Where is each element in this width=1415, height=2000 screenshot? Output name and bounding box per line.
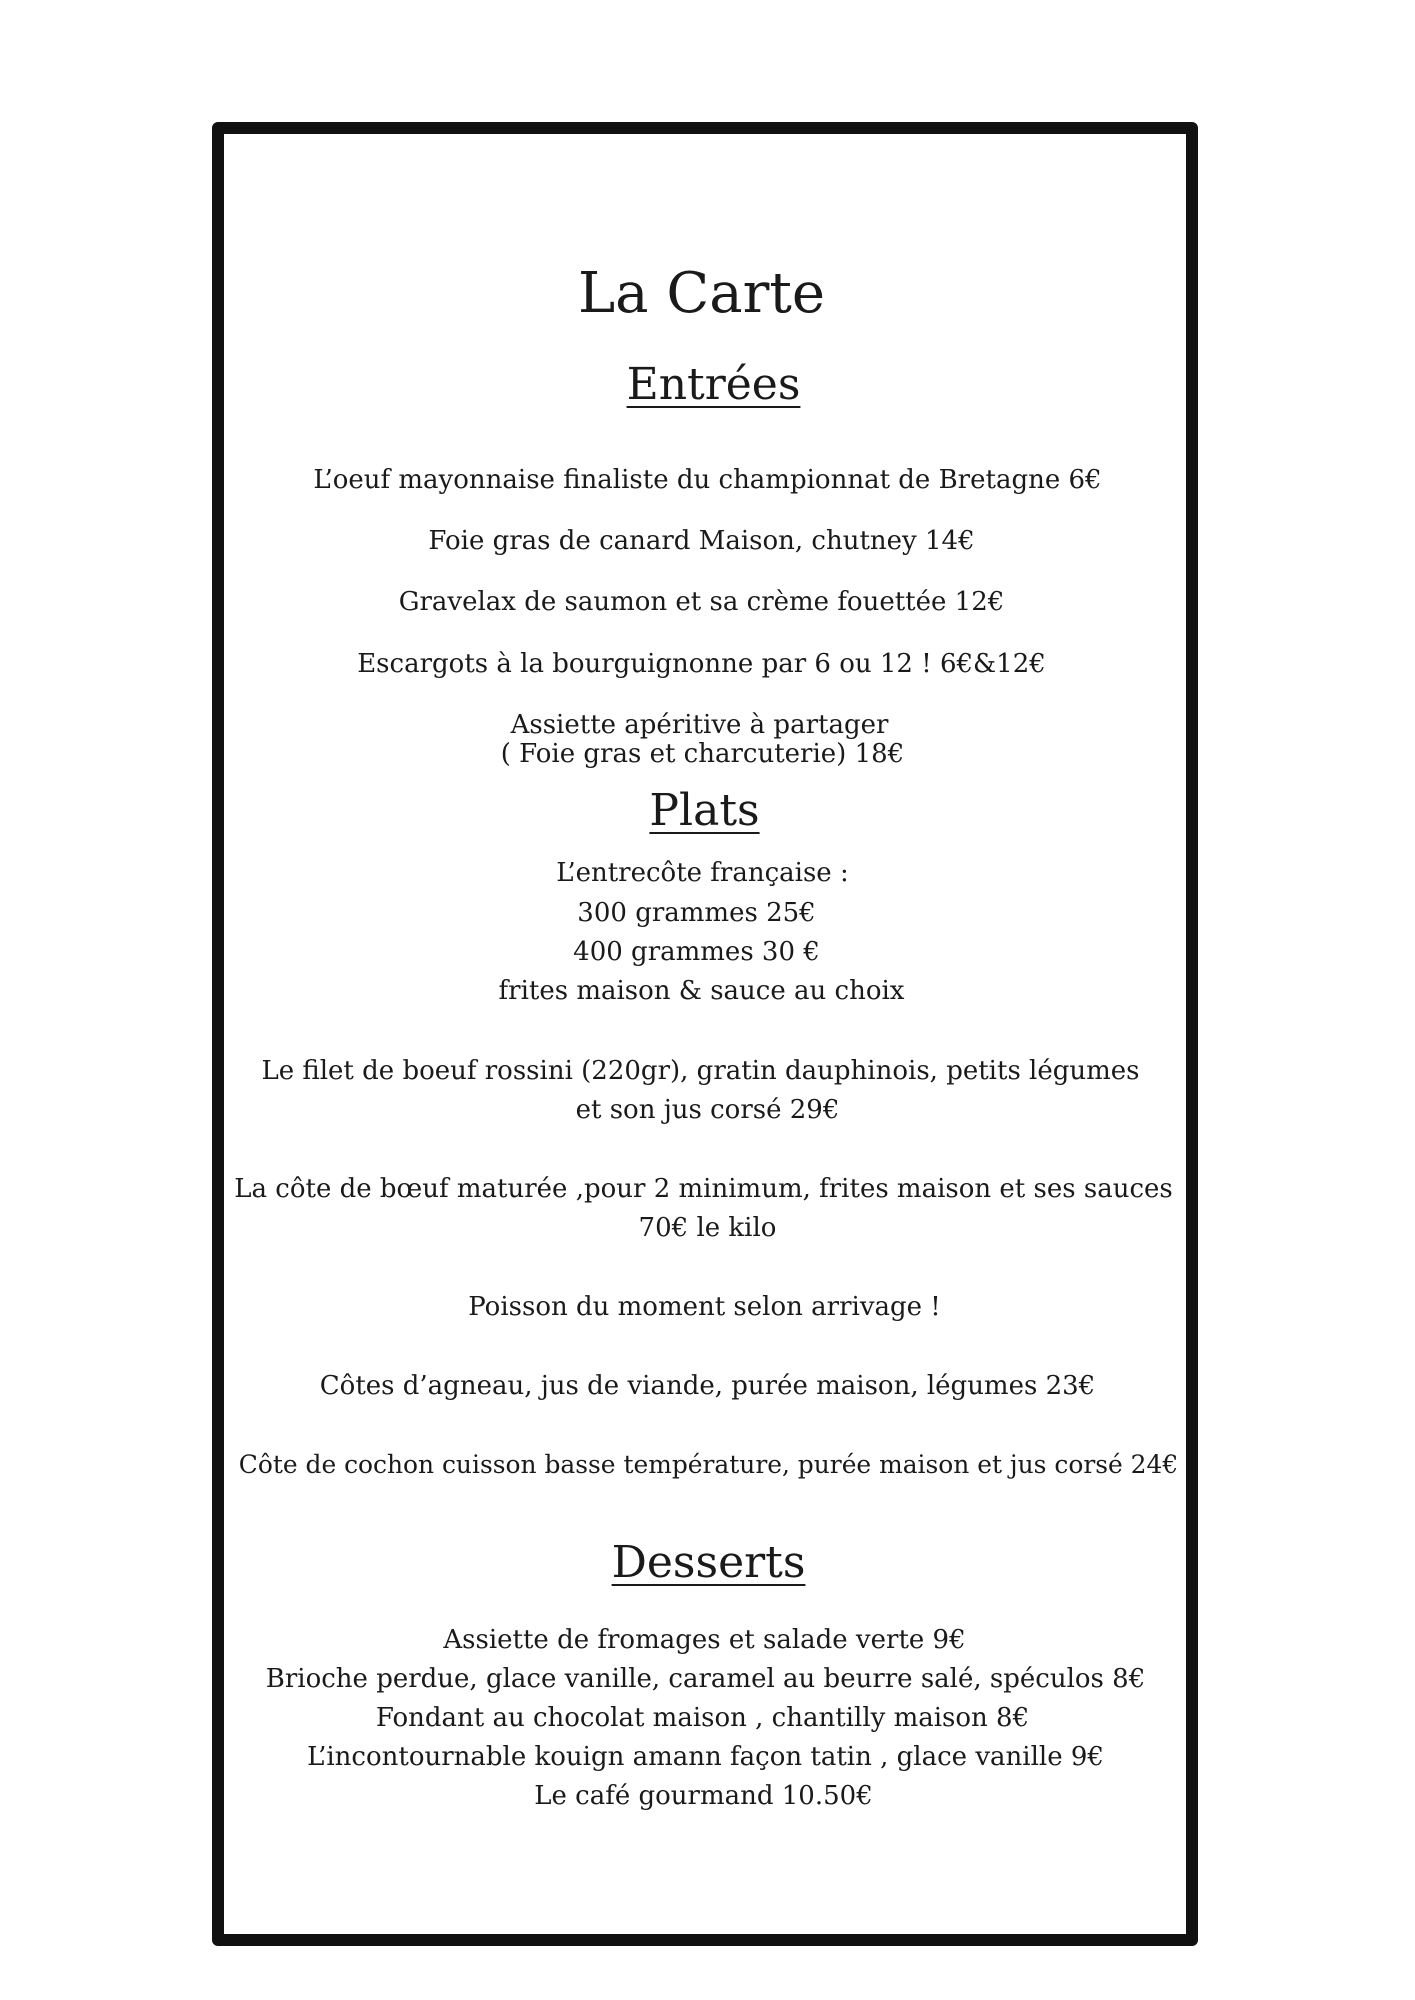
dessert-item: Assiette de fromages et salade verte 9€ <box>443 1625 966 1655</box>
plat-item-detail: 70€ le kilo <box>638 1213 777 1243</box>
plat-item-detail: et son jus corsé 29€ <box>575 1095 840 1125</box>
plat-item-detail: 300 grammes 25€ <box>577 898 816 928</box>
section-heading-entrees: Entrées <box>626 359 801 410</box>
plat-item-detail: 400 grammes 30 € <box>573 937 820 967</box>
plat-item: Le filet de boeuf rossini (220gr), gratin dauphinois, petits légumes <box>261 1056 1140 1086</box>
entree-item: L’oeuf mayonnaise finaliste du championnat de Bretagne 6€ <box>313 465 1102 495</box>
section-heading-desserts: Desserts <box>611 1537 806 1588</box>
dessert-item: Fondant au chocolat maison , chantilly maison 8€ <box>375 1703 1030 1733</box>
dessert-item: Brioche perdue, glace vanille, caramel au beurre salé, spéculos 8€ <box>265 1664 1146 1694</box>
dessert-item: Le café gourmand 10.50€ <box>534 1781 873 1811</box>
entree-item: Foie gras de canard Maison, chutney 14€ <box>428 526 975 556</box>
plat-item: Côtes d’agneau, jus de viande, purée maison, légumes 23€ <box>319 1371 1096 1401</box>
plat-item: La côte de bœuf maturée ,pour 2 minimum, frites maison et ses sauces <box>234 1174 1173 1204</box>
plat-item: L’entrecôte française : <box>556 858 849 888</box>
entree-item-detail: ( Foie gras et charcuterie) 18€ <box>500 739 905 769</box>
entree-item: Gravelax de saumon et sa crème fouettée 12€ <box>398 587 1005 617</box>
plat-item: Côte de cochon cuisson basse température, purée maison et jus corsé 24€ <box>238 1450 1179 1479</box>
dessert-item: L’incontournable kouign amann façon tatin , glace vanille 9€ <box>307 1742 1104 1772</box>
page-title: La Carte <box>577 261 826 326</box>
section-heading-plats: Plats <box>649 785 760 836</box>
entree-item: Assiette apéritive à partager <box>510 710 889 740</box>
plat-item-detail: frites maison & sauce au choix <box>498 976 905 1006</box>
entree-item: Escargots à la bourguignonne par 6 ou 12 ! 6€&12€ <box>357 649 1046 679</box>
plat-item: Poisson du moment selon arrivage ! <box>468 1292 941 1322</box>
